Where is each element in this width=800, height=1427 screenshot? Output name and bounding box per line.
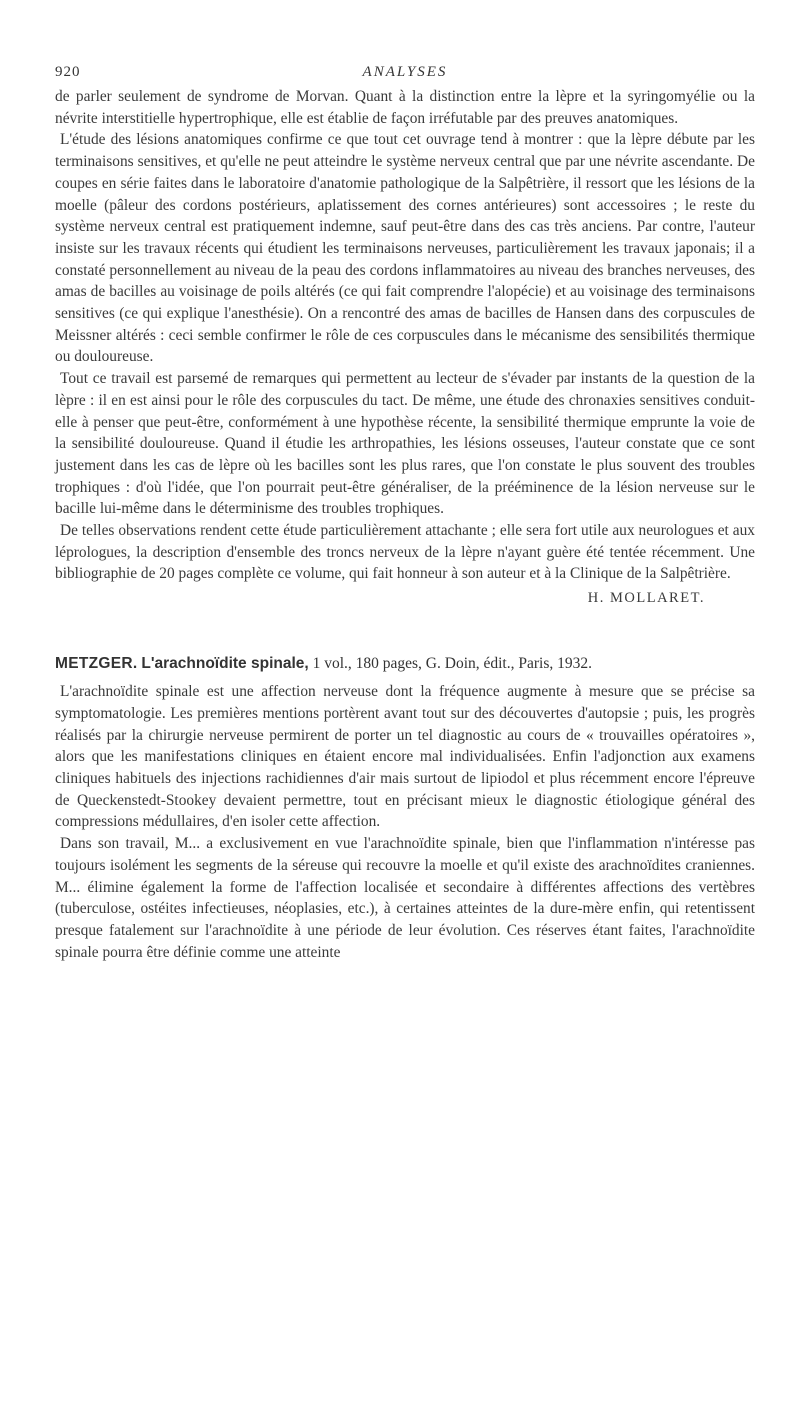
review-metzger bbox=[55, 653, 755, 963]
review-mollaret bbox=[55, 86, 755, 609]
paragraph: L'arachnoïdite spinale est une affection nerveuse dont la fréquence augmente à mesure que se précise sa symptomatologie. Les premières mentions portèrent avant tout sur des découvertes d'autopsie ; puis, les progrès réalisés par la chirurgie nerveuse permirent de porter un tel diagnostic au cours de « trouvailles opératoires », alors que les manifestations cliniques en étaient encore mal individualisées. Enfin l'adjonction aux examens cliniques habituels des injections rachidiennes d'air mais surtout de lipiodol et plus récemment encore l'épreuve de Queckenstedt-Stookey devaient permettre, tout en précisant mieux le diagnostic étiologique général des compressions médullaires, d'en isoler cette affection. bbox=[55, 683, 755, 831]
running-header bbox=[55, 64, 755, 86]
paragraph: Tout ce travail est parsemé de remarques qui permettent au lecteur de s'évader par instants de la question de la lèpre : il en est ainsi pour le rôle des corpuscules du tact. De même, une étude des chronaxies sensitives conduit-elle à penser que peut-être, conformément à une hypothèse récente, la sensibilité thermique emprunte la voie de la sensibilité douloureuse. Quand il étudie les arthropathies, les lésions osseuses, l'auteur constate que ce sont justement dans les cas de lèpre où les bacilles sont les plus rares, que l'on constate le plus souvent des troubles trophiques : d'où l'idée, que l'on pourrait peut-être généraliser, de la prééminence de la lésion nerveuse sur le bacille lui-même dans le déterminisme des troubles trophiques. bbox=[55, 370, 755, 518]
paragraph: Dans son travail, M... a exclusivement en vue l'arachnoïdite spinale, bien que l'inflammation n'intéresse pas toujours isolément les segments de la séreuse qui recouvre la moelle et qu'il existe des arachnoïdites craniennes. M... élimine également la forme de l'affection localisée et secondaire à différentes affections des vertèbres (tuberculose, ostéites infectieuses, néoplasies, etc.), à certaines atteintes de la dure-mère enfin, qui retentissent presque fatalement sur l'arachnoïdite à une période de leur évolution. Ces réserves étant faites, l'arachnoïdite spinale pourra être définie comme une atteinte bbox=[55, 835, 755, 961]
paragraph: De telles observations rendent cette étude particulièrement attachante ; elle sera fort utile aux neurologues et aux léprologues, la description d'ensemble des troncs nerveux de la lèpre n'ayant guère été tentée récemment. Une bibliographie de 20 pages complète ce volume, qui fait honneur à son auteur et à la Clinique de la Salpêtrière. bbox=[55, 522, 755, 583]
page-number: 920 bbox=[55, 64, 81, 80]
review-title: L'arachnoïdite spinale, bbox=[141, 655, 309, 673]
document-page bbox=[55, 64, 755, 963]
paragraph: L'étude des lésions anatomiques confirme ce que tout cet ouvrage tend à montrer : que la lèpre débute par les terminaisons sensitives, et qu'elle ne peut atteindre le système nerveux central que par une névrite ascendante. De coupes en série faites dans le laboratoire d'anatomie pathologique de la Salpêtrière, il ressort que les lésions de la moelle (pâleur des cordons postérieurs, aplatissement des cornes antérieures) sont accessoires ; le reste du système nerveux central est pratiquement indemne, sauf peut-être dans des cas très anciens. Par contre, l'auteur insiste sur les travaux récents qui étudient les terminaisons nerveuses, particulièrement les travaux japonais; il a constaté personnellement au niveau de la peau des cordons inflammatoires au niveau des branches nerveuses, des amas de bacilles au voisinage de poils altérés (ce qui fait comprendre l'alopécie) et au voisinage des terminaisons sensitives (ce qui explique l'anesthésie). On a rencontré des amas de bacilles de Hansen dans des corpuscules de Meissner altérés : ceci semble confirmer le rôle de ces corpuscules dans le mécanisme des sensibilités thermique ou douloureuse. bbox=[55, 131, 755, 366]
running-title: ANALYSES bbox=[362, 64, 448, 80]
review-author: METZGER. bbox=[55, 655, 138, 673]
review-signature: H. MOLLARET. bbox=[587, 590, 705, 607]
review-heading bbox=[55, 653, 755, 675]
paragraph: de parler seulement de syndrome de Morvan. Quant à la distinction entre la lèpre et la syringomyélie ou la névrite interstitielle hypertrophique, elle est établie de façon irréfutable par des preuves anatomiques. bbox=[55, 88, 755, 127]
review-citation: 1 vol., 180 pages, G. Doin, édit., Paris, 1932. bbox=[308, 655, 592, 673]
